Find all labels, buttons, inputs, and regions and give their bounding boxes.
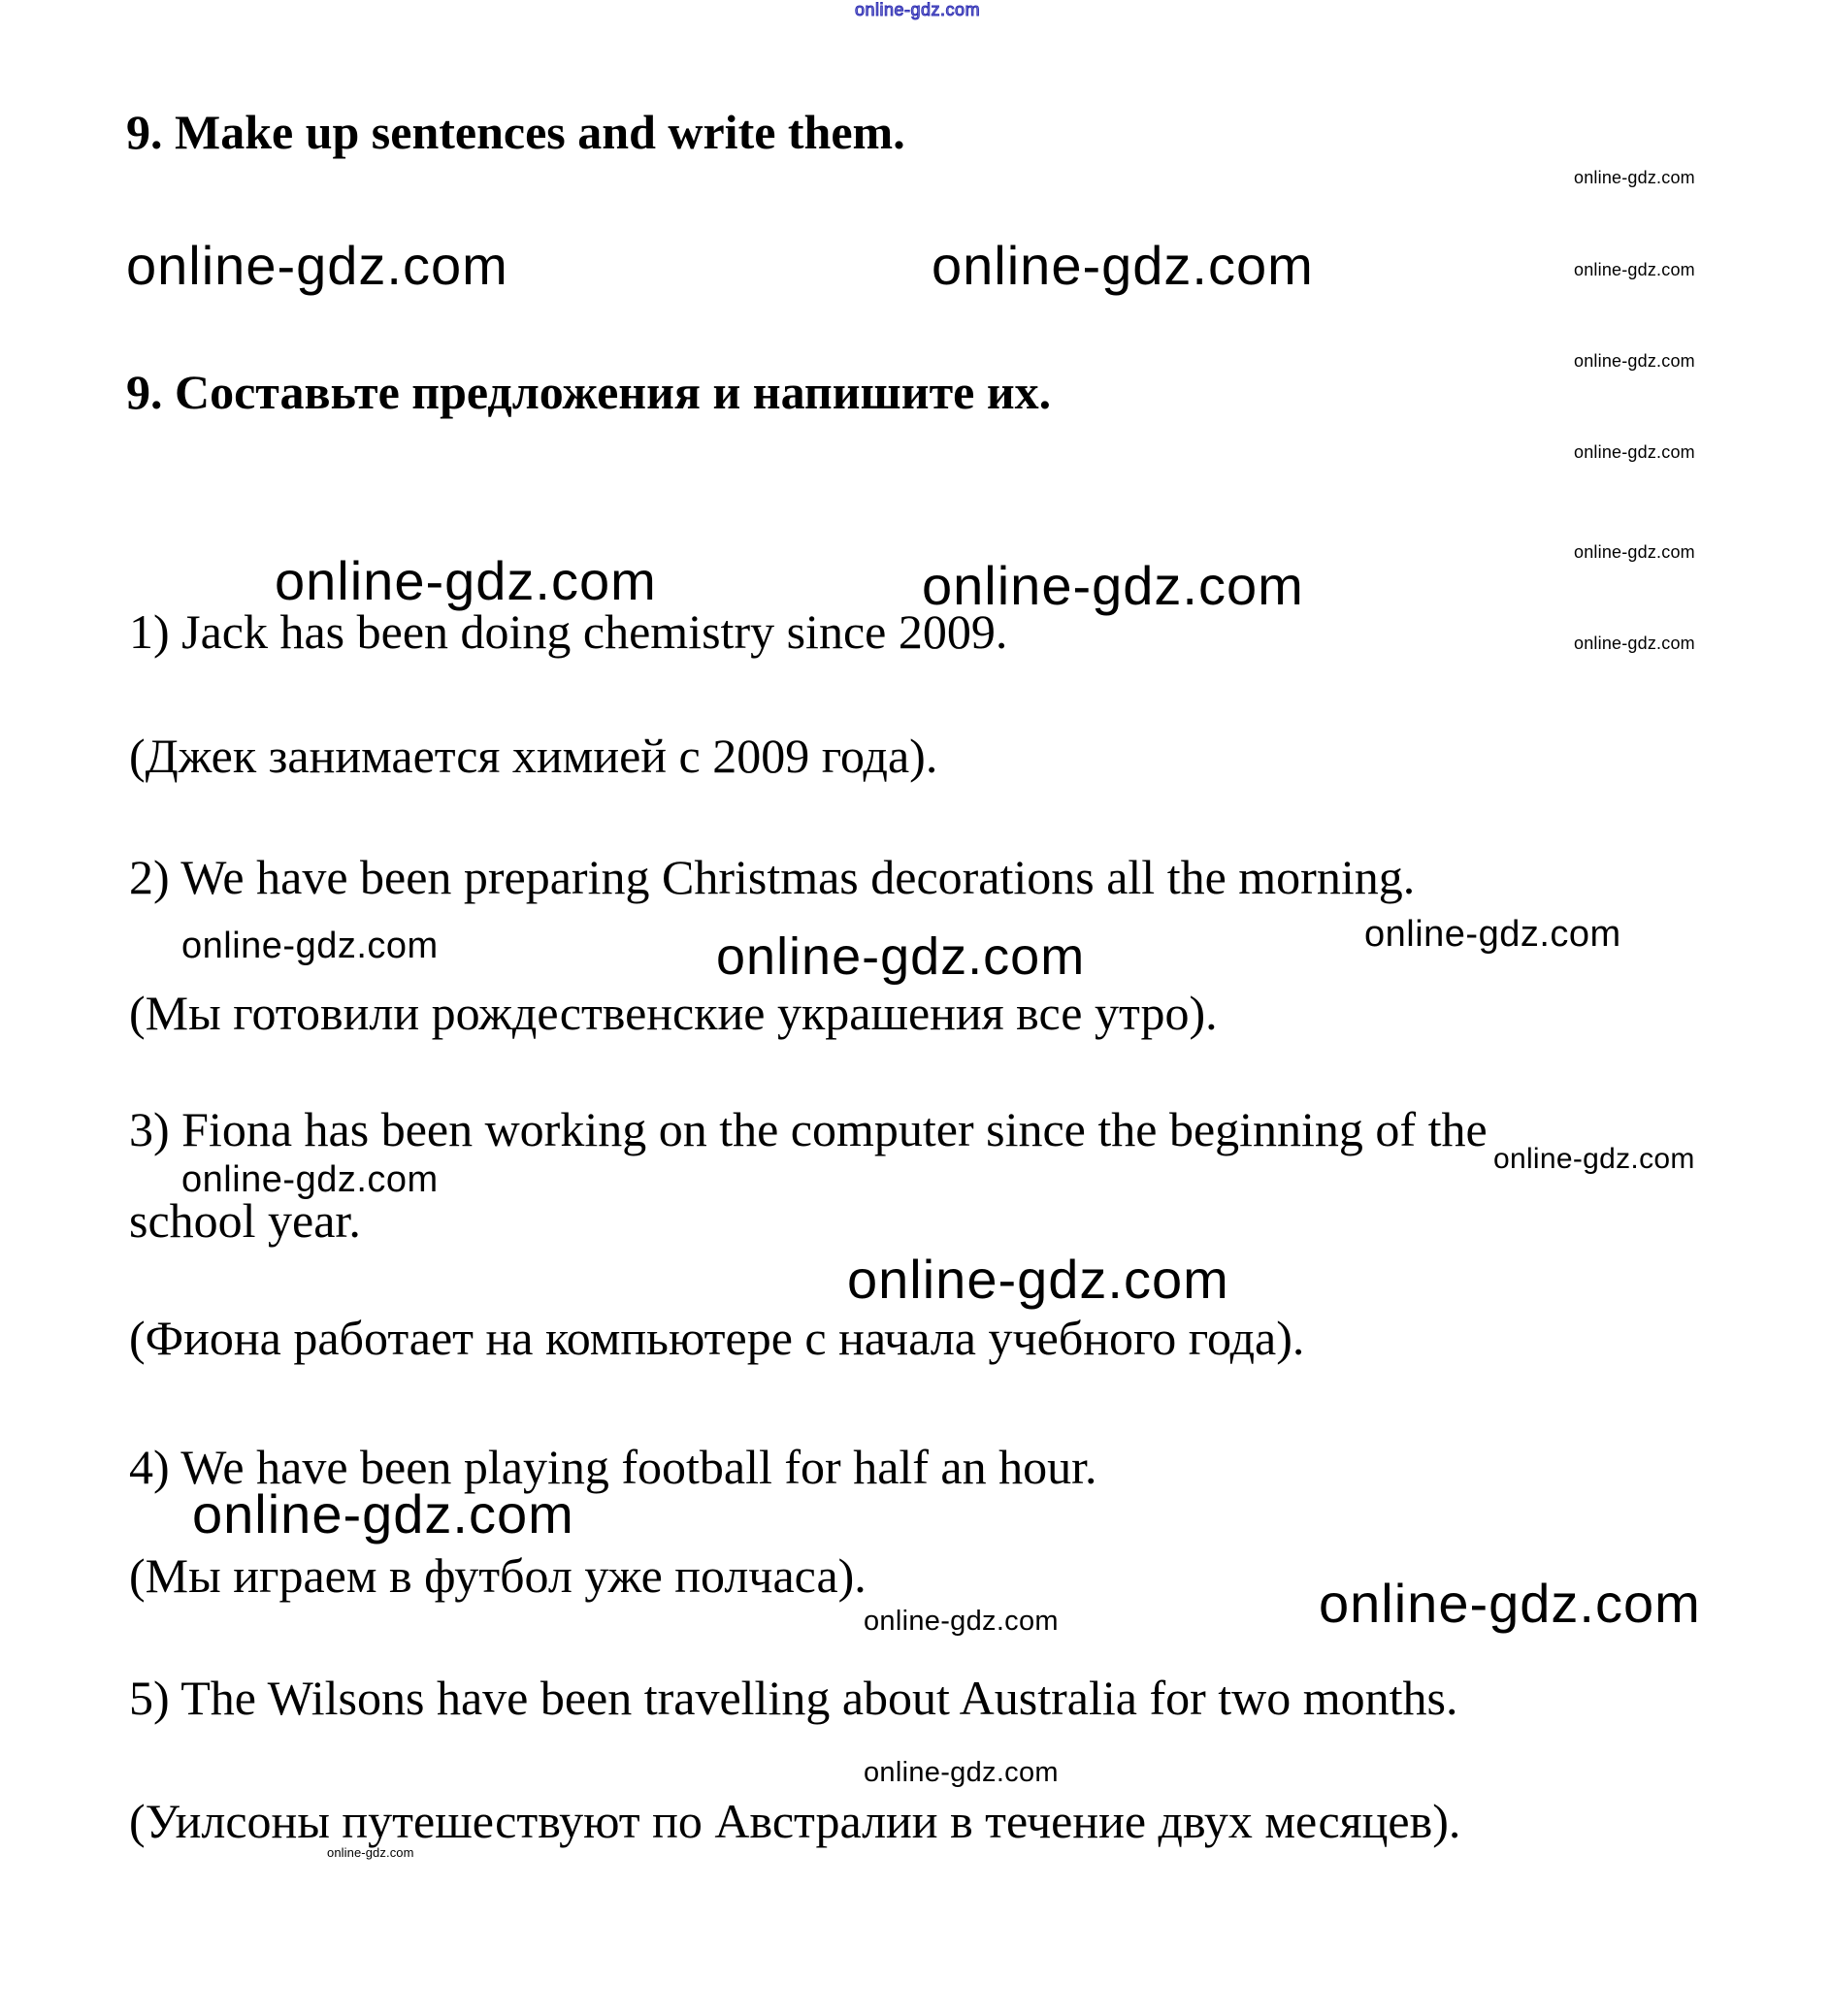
watermark: online-gdz.com xyxy=(922,555,1304,616)
watermark-blue: online-gdz.com xyxy=(855,0,981,19)
watermark: online-gdz.com xyxy=(181,926,439,966)
watermark: online-gdz.com xyxy=(1574,442,1695,462)
sentence-2-ru: (Мы готовили рождественские украшения все утро). xyxy=(129,986,1218,1040)
watermark: online-gdz.com xyxy=(327,1845,414,1860)
watermark: online-gdz.com xyxy=(864,1606,1059,1637)
watermark: online-gdz.com xyxy=(126,235,508,296)
watermark: online-gdz.com xyxy=(192,1483,574,1545)
sentence-3-en-line1: 3) Fiona has been working on the computer since the beginning of the xyxy=(129,1102,1488,1156)
watermark: online-gdz.com xyxy=(1574,351,1695,371)
watermark: online-gdz.com xyxy=(1574,168,1695,187)
sentence-5-en: 5) The Wilsons have been travelling about Australia for two months. xyxy=(129,1671,1458,1725)
watermark: online-gdz.com xyxy=(1493,1143,1695,1175)
watermark: online-gdz.com xyxy=(864,1757,1059,1788)
watermark: online-gdz.com xyxy=(1319,1573,1701,1634)
watermark: online-gdz.com xyxy=(1574,542,1695,562)
exercise-title-ru: 9. Составьте предложения и напишите их. xyxy=(126,365,1052,419)
watermark: online-gdz.com xyxy=(716,927,1086,986)
watermark: online-gdz.com xyxy=(1364,914,1621,955)
sentence-3-en-line2: school year. xyxy=(129,1193,361,1248)
exercise-title-en: 9. Make up sentences and write them. xyxy=(126,105,905,159)
sentence-1-ru: (Джек занимается химией с 2009 года). xyxy=(129,729,938,783)
watermark: online-gdz.com xyxy=(1574,634,1695,653)
watermark: online-gdz.com xyxy=(275,550,657,611)
sentence-4-en: 4) We have been playing football for half an hour. xyxy=(129,1440,1097,1494)
watermark: online-gdz.com xyxy=(932,235,1314,296)
watermark: online-gdz.com xyxy=(1574,260,1695,279)
watermark: online-gdz.com xyxy=(181,1159,439,1200)
sentence-1-en: 1) Jack has been doing chemistry since 2009. xyxy=(129,604,1008,659)
sentence-2-en: 2) We have been preparing Christmas decorations all the morning. xyxy=(129,850,1416,904)
sentence-4-ru: (Мы играем в футбол уже полчаса). xyxy=(129,1548,867,1603)
watermark: online-gdz.com xyxy=(847,1249,1229,1310)
sentence-5-ru: (Уилсоны путешествуют по Австралии в течение двух месяцев). xyxy=(129,1794,1461,1848)
sentence-3-ru: (Фиона работает на компьютере с начала учебного года). xyxy=(129,1311,1305,1365)
